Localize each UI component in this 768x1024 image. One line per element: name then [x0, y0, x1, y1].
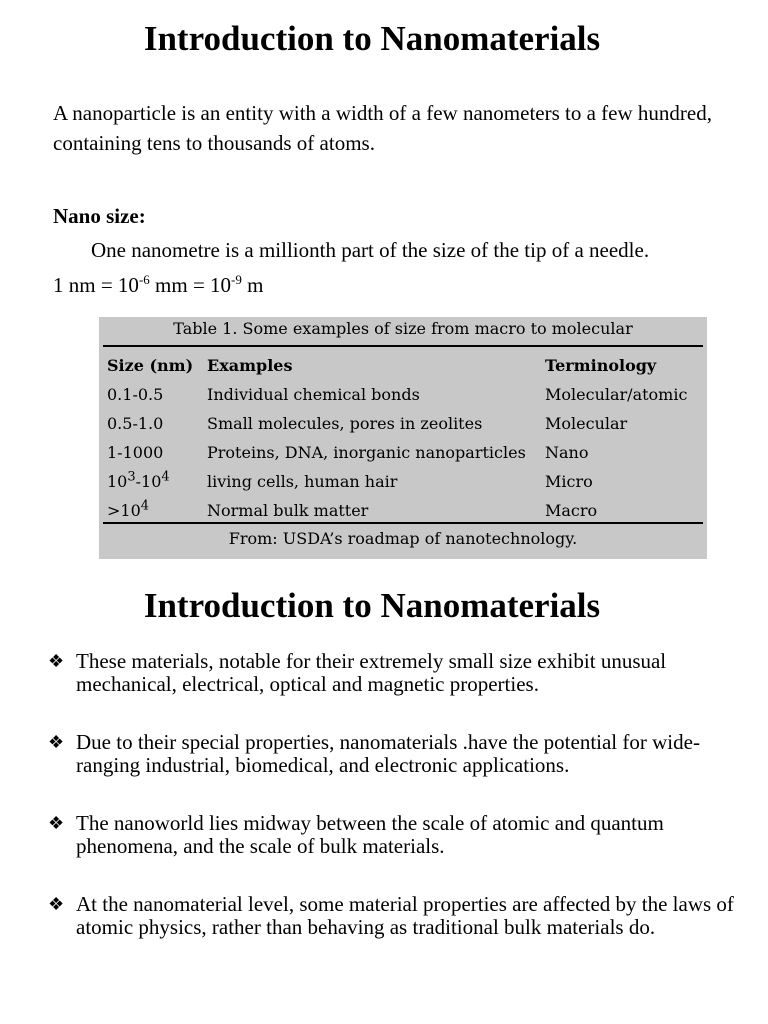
- page-title: Introduction to Nanomaterials: [143, 19, 601, 58]
- cell-example: Proteins, DNA, inorganic nanoparticles: [207, 443, 526, 462]
- cell-example: living cells, human hair: [207, 472, 398, 491]
- four-diamond-bullet-icon: ❖: [48, 732, 65, 752]
- size-base: >10: [107, 501, 141, 520]
- cell-term: Nano: [545, 443, 589, 462]
- size-exponent: 3: [127, 469, 136, 485]
- intro-paragraph: A nanoparticle is an entity with a width of a few nanometers to a few hundred, containing tens to thousands of atoms.: [53, 101, 712, 155]
- four-diamond-bullet-icon: ❖: [48, 813, 65, 833]
- list-item: [48, 650, 738, 696]
- header-terminology: Terminology: [545, 355, 657, 375]
- nano-size-description: One nanometre is a millionth part of the size of the tip of a needle.: [91, 238, 650, 262]
- list-item: [48, 812, 738, 858]
- cell-size: 0.5-1.0: [107, 414, 164, 433]
- cell-example: Normal bulk matter: [207, 501, 369, 520]
- bullet-list: [48, 650, 738, 939]
- size-table: [107, 350, 701, 525]
- equation-exponent-m: -9: [231, 272, 242, 287]
- table-row: [107, 467, 701, 496]
- equation-mid: mm = 10: [149, 273, 232, 297]
- nano-size-equation: [53, 270, 753, 300]
- cell-example: Individual chemical bonds: [207, 385, 420, 404]
- equation-exponent-mm: -6: [138, 272, 150, 287]
- table-row: [107, 438, 701, 467]
- table-row: [107, 409, 701, 438]
- cell-term: Micro: [545, 472, 593, 491]
- table-row: [107, 496, 701, 525]
- bullet-text: The nanoworld lies midway between the scale of atomic and quantum phenomena, and the scale of bulk materials.: [76, 811, 664, 858]
- cell-term: Molecular: [545, 414, 628, 433]
- cell-size: 1-1000: [107, 443, 164, 462]
- size-range-sep: -10: [135, 472, 162, 491]
- four-diamond-bullet-icon: ❖: [48, 651, 65, 671]
- equation-unit: m: [241, 273, 264, 297]
- size-base: 10: [107, 472, 128, 491]
- header-size: Size (nm): [107, 355, 194, 375]
- table-header-row: [107, 350, 701, 380]
- cell-size: [107, 496, 207, 525]
- cell-example: Small molecules, pores in zeolites: [207, 414, 483, 433]
- list-item: [48, 893, 738, 939]
- table-caption: Table 1. Some examples of size from macro to molecular: [103, 317, 703, 347]
- size-exponent: 4: [140, 498, 150, 514]
- size-examples-table: [99, 317, 707, 559]
- cell-term: Molecular/atomic: [545, 385, 688, 404]
- list-item: [48, 731, 738, 777]
- bullet-text: These materials, notable for their extremely small size exhibit unusual mechanical, electrical, optical and magnetic properties.: [76, 649, 667, 696]
- section-title: Introduction to Nanomaterials: [143, 586, 601, 625]
- cell-term: Macro: [545, 501, 598, 520]
- size-exponent: 4: [161, 469, 170, 485]
- nano-size-heading: Nano size:: [53, 204, 146, 228]
- cell-size: [107, 467, 207, 496]
- table-row: [107, 380, 701, 409]
- table-source: From: USDA’s roadmap of nanotechnology.: [103, 522, 703, 554]
- equation-lhs: 1 nm = 10: [53, 273, 139, 297]
- cell-size: 0.1-0.5: [107, 385, 164, 404]
- header-examples: Examples: [207, 355, 293, 375]
- bullet-text: At the nanomaterial level, some material properties are affected by the laws of atomic physics, rather than behaving as traditional bulk materials do.: [76, 892, 734, 939]
- bullet-text: Due to their special properties, nanomaterials .have the potential for wide-ranging industrial, biomedical, and electronic applications.: [76, 730, 700, 777]
- four-diamond-bullet-icon: ❖: [48, 894, 65, 914]
